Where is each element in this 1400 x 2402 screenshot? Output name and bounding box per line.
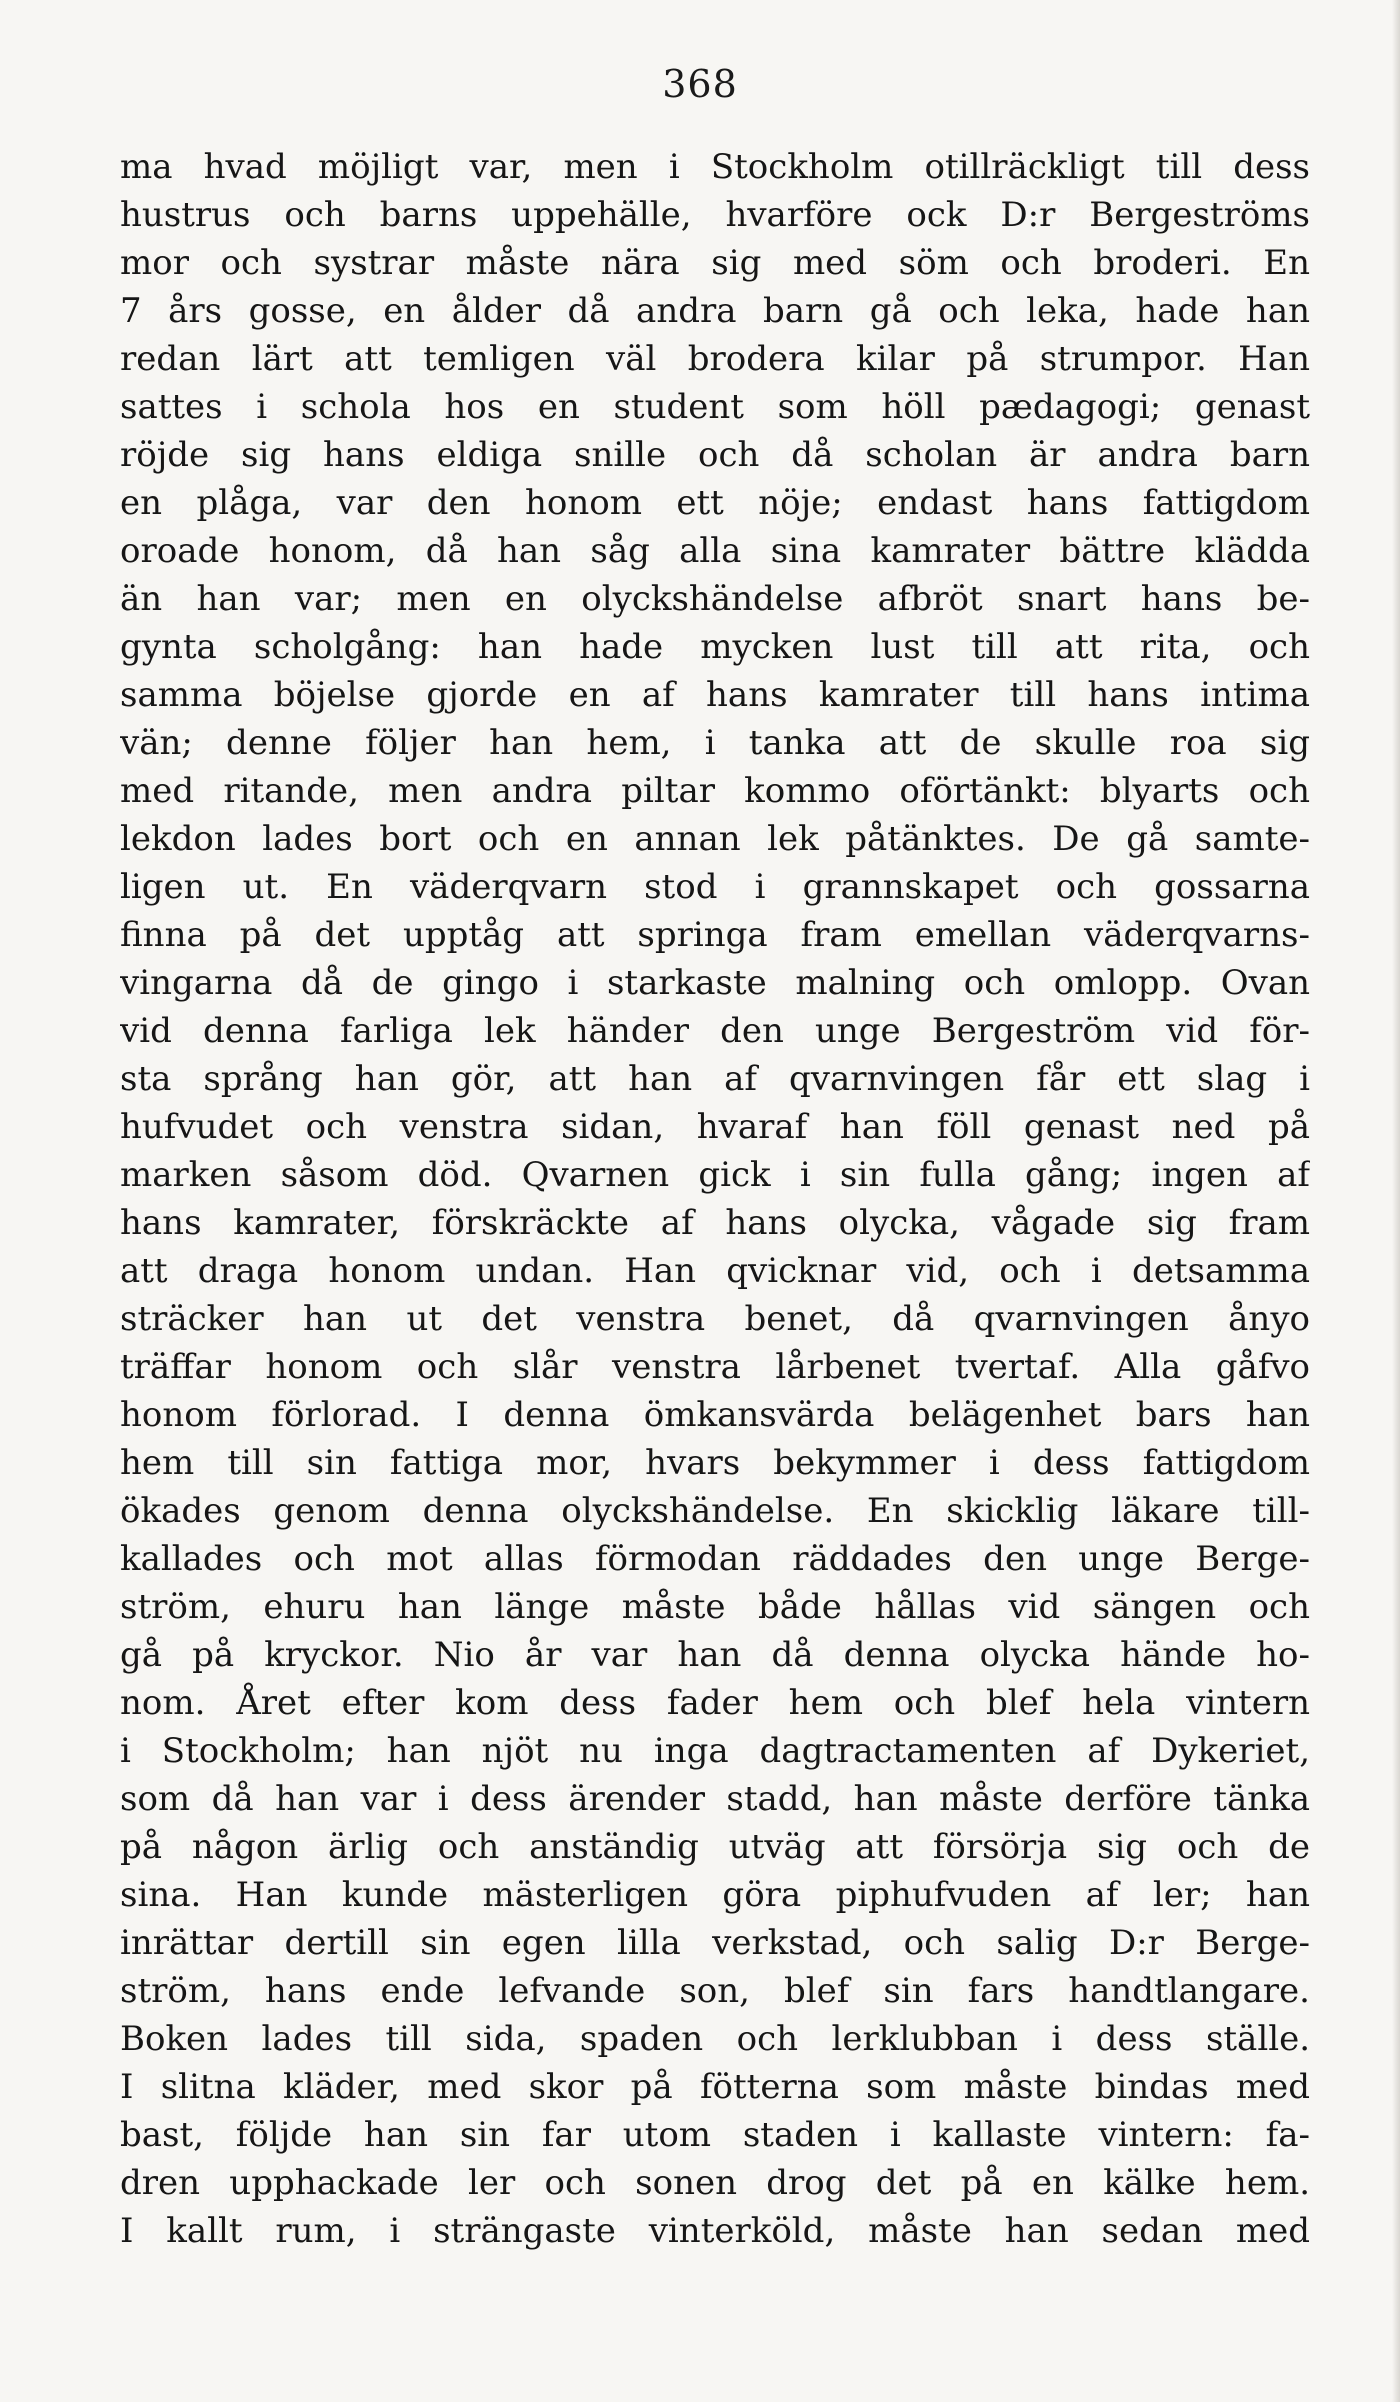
text-line: med ritande, men andra piltar kommo oförtänkt: blyarts och [120,771,1310,811]
text-line: hans kamrater, förskräckte af hans olycka, vågade sig fram [120,1203,1310,1243]
text-line: ligen ut. En väderqvarn stod i grannskapet och gossarna [120,867,1310,907]
body-text [120,143,1310,2255]
text-line: sina. Han kunde mästerligen göra piphufvuden af ler; han [120,1875,1310,1915]
text-line: ström, ehuru han länge måste både hållas vid sängen och [120,1587,1310,1627]
text-line: i Stockholm; han njöt nu inga dagtractamenten af Dykeriet, [120,1731,1310,1771]
text-line: som då han var i dess ärender stadd, han måste derföre tänka [120,1779,1310,1819]
text-line: att draga honom undan. Han qvicknar vid, och i detsamma [120,1251,1310,1291]
text-line: sträcker han ut det venstra benet, då qvarnvingen ånyo [120,1299,1310,1339]
text-line: lekdon lades bort och en annan lek påtänktes. De gå samte- [120,819,1310,859]
text-line: 7 års gosse, en ålder då andra barn gå och leka, hade han [120,291,1310,331]
text-line: på någon ärlig och anständig utväg att försörja sig och de [120,1827,1310,1867]
text-line: träffar honom och slår venstra lårbenet tvertaf. Alla gåfvo [120,1347,1310,1387]
text-line: gynta scholgång: han hade mycken lust till att rita, och [120,627,1310,667]
text-line: samma böjelse gjorde en af hans kamrater till hans intima [120,675,1310,715]
text-line: än han var; men en olyckshändelse afbröt snart hans be- [120,579,1310,619]
text-line: bast, följde han sin far utom staden i kallaste vintern: fa- [120,2115,1310,2155]
text-line: en plåga, var den honom ett nöje; endast hans fattigdom [120,483,1310,523]
text-line: vingarna då de gingo i starkaste malning och omlopp. Ovan [120,963,1310,1003]
text-line: röjde sig hans eldiga snille och då scholan är andra barn [120,435,1310,475]
text-line: hem till sin fattiga mor, hvars bekymmer i dess fattigdom [120,1443,1310,1483]
text-line: mor och systrar måste nära sig med söm och broderi. En [120,243,1310,283]
text-line: hufvudet och venstra sidan, hvaraf han föll genast ned på [120,1107,1310,1147]
text-line: I kallt rum, i strängaste vinterköld, måste han sedan med [120,2211,1310,2251]
text-line: oroade honom, då han såg alla sina kamrater bättre klädda [120,531,1310,571]
text-line: ökades genom denna olyckshändelse. En skicklig läkare till- [120,1491,1310,1531]
text-line: ma hvad möjligt var, men i Stockholm otillräckligt till dess [120,147,1310,187]
text-line: ström, hans ende lefvande son, blef sin fars handtlangare. [120,1971,1310,2011]
text-line: sattes i schola hos en student som höll pædagogi; genast [120,387,1310,427]
text-line: I slitna kläder, med skor på fötterna som måste bindas med [120,2067,1310,2107]
text-line: redan lärt att temligen väl brodera kilar på strumpor. Han [120,339,1310,379]
text-line: gå på kryckor. Nio år var han då denna olycka hände ho- [120,1635,1310,1675]
page-number: 368 [662,62,738,106]
text-line: kallades och mot allas förmodan räddades den unge Berge- [120,1539,1310,1579]
text-line: hustrus och barns uppehälle, hvarföre ock D:r Bergeströms [120,195,1310,235]
text-line: sta språng han gör, att han af qvarnvingen får ett slag i [120,1059,1310,1099]
text-line: vän; denne följer han hem, i tanka att de skulle roa sig [120,723,1310,763]
page-edge-shadow [1392,0,1400,2402]
text-line: finna på det upptåg att springa fram emellan väderqvarns- [120,915,1310,955]
text-line: inrättar dertill sin egen lilla verkstad, och salig D:r Berge- [120,1923,1310,1963]
text-line: dren upphackade ler och sonen drog det på en kälke hem. [120,2163,1310,2203]
text-line: Boken lades till sida, spaden och lerklubban i dess ställe. [120,2019,1310,2059]
text-line: honom förlorad. I denna ömkansvärda belägenhet bars han [120,1395,1310,1435]
text-line: vid denna farliga lek händer den unge Bergeström vid för- [120,1011,1310,1051]
text-line: nom. Året efter kom dess fader hem och blef hela vintern [120,1683,1310,1723]
text-line: marken såsom död. Qvarnen gick i sin fulla gång; ingen af [120,1155,1310,1195]
